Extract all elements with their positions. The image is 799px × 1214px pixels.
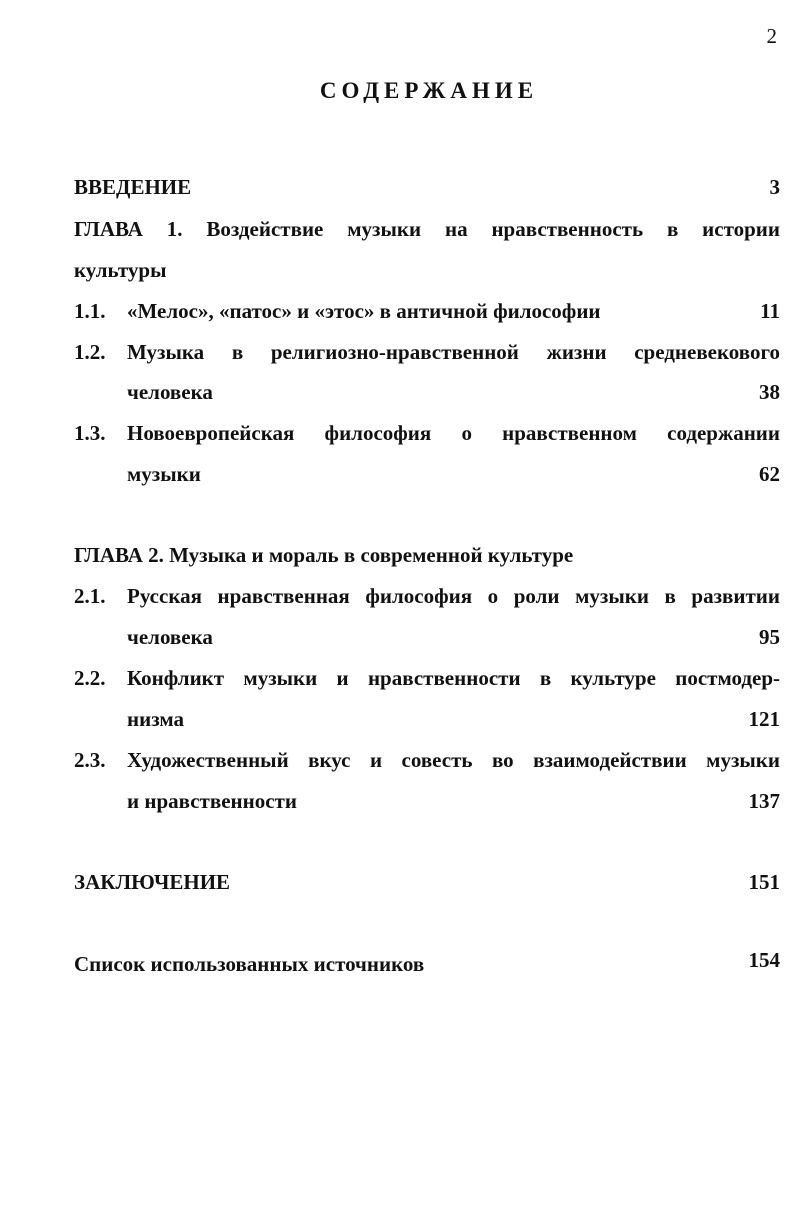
toc-section-number: 1.2.	[74, 340, 106, 364]
toc-entry-conclusion	[74, 867, 780, 897]
toc-entry-intro	[74, 172, 780, 202]
toc-section-page: 62	[759, 462, 780, 486]
toc-section-2-3	[74, 745, 780, 775]
toc-section-title: Новоевропейская философия о нравственном содержании	[127, 421, 780, 445]
toc-section-number: 2.3.	[74, 748, 106, 772]
toc-section-number: 2.1.	[74, 584, 106, 608]
toc-section-page: 137	[748, 789, 780, 813]
toc-section-title: Русская нравственная философия о роли музыки в развитии	[127, 584, 780, 608]
toc-section-page: 95	[759, 625, 780, 649]
toc-section-1-1	[74, 296, 780, 326]
toc-entry-sources	[74, 949, 780, 979]
toc-entry-page: 3	[769, 175, 780, 199]
toc-section-number: 2.2.	[74, 666, 106, 690]
toc-section-title: «Мелос», «патос» и «этос» в античной философии	[127, 299, 601, 323]
toc-section-2-2-cont	[74, 704, 780, 734]
toc-entry-label: Список использованных источников	[74, 952, 425, 976]
toc-chapter-heading: ГЛАВА 2. Музыка и мораль в современной культуре	[74, 543, 574, 567]
toc-section-2-1-cont	[74, 622, 780, 652]
toc-section-page: 38	[759, 380, 780, 404]
toc-chapter-1-line-2	[74, 255, 780, 285]
toc-entry-label: ВВЕДЕНИЕ	[74, 175, 192, 199]
toc-section-2-1	[74, 581, 780, 611]
toc-chapter-2-line-1	[74, 540, 780, 570]
toc-section-1-2	[74, 337, 780, 367]
toc-section-page: 11	[760, 299, 780, 323]
toc-section-title-cont: музыки	[127, 462, 201, 486]
toc-entry-label: ЗАКЛЮЧЕНИЕ	[74, 870, 231, 894]
toc-chapter-heading-cont: культуры	[74, 258, 167, 282]
page-number: 2	[766, 24, 777, 48]
toc-section-title: Конфликт музыки и нравственности в культуре постмодер-	[127, 666, 780, 690]
toc-section-1-2-cont	[74, 377, 780, 407]
toc-section-2-3-cont	[74, 786, 780, 816]
toc-section-number: 1.1.	[74, 299, 106, 323]
toc-entry-page: 151	[748, 870, 780, 894]
toc-chapter-1-line-1	[74, 214, 780, 244]
toc-section-page: 121	[748, 707, 780, 731]
page-title: СОДЕРЖАНИЕ	[319, 78, 539, 103]
toc-section-title-cont: человека	[127, 625, 213, 649]
toc-section-1-3-cont	[74, 459, 780, 489]
toc-section-title-cont: и нравственности	[127, 789, 297, 813]
toc-chapter-heading: ГЛАВА 1. Воздействие музыки на нравственность в истории	[74, 217, 780, 241]
toc-section-title: Музыка в религиозно-нравственной жизни средневекового	[127, 340, 780, 364]
toc-section-2-2	[74, 663, 780, 693]
toc-entry-page: 154	[748, 948, 780, 972]
toc-section-title-cont: низма	[127, 707, 185, 731]
toc-section-title-cont: человека	[127, 380, 213, 404]
toc-section-number: 1.3.	[74, 421, 106, 445]
toc-section-title: Художественный вкус и совесть во взаимодействии музыки	[127, 748, 780, 772]
toc-section-1-3	[74, 418, 780, 448]
